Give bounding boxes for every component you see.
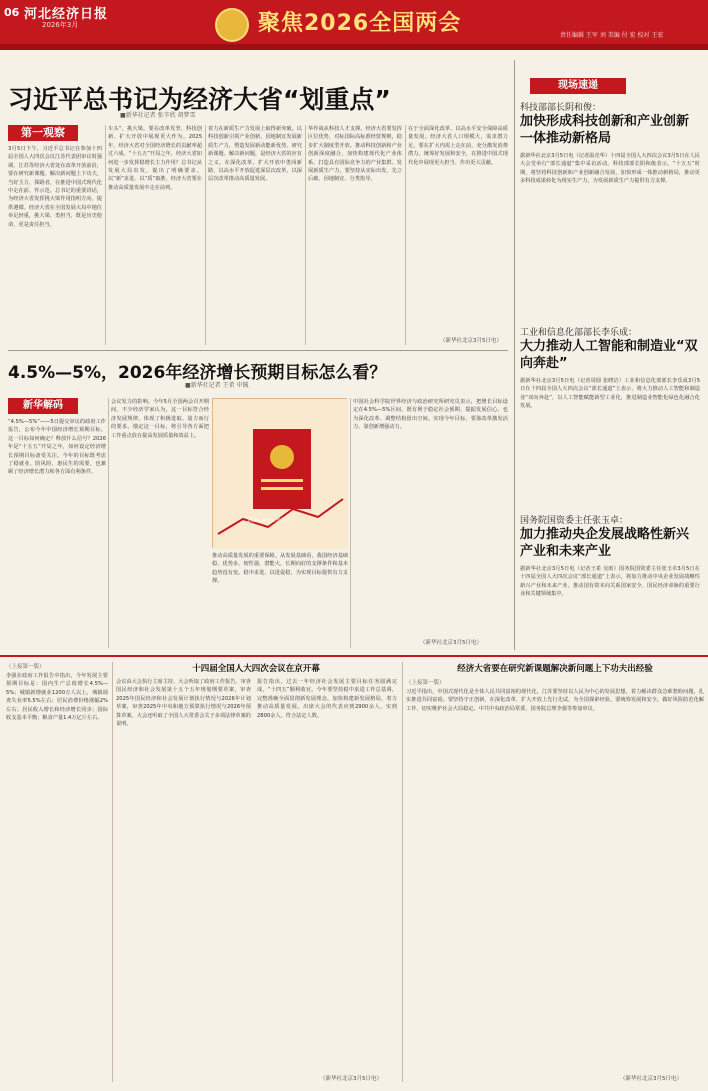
column-divider (205, 125, 206, 345)
column-divider (112, 662, 113, 1082)
illustration-caption: 2026 政府工作报告 (247, 518, 292, 524)
bottom-col-4-credit: （新华社北京3月5日电） (620, 1076, 682, 1082)
newspaper-name: 河北经济日报 (24, 7, 109, 22)
mid-byline: ■新华社记者 王希 申铖 (185, 382, 249, 389)
main-article-credit: （新华社北京3月5日电） (440, 338, 502, 344)
mid-article-col-2: 会议发力的影响。今年5月全国两会召开期间，不少经济学家认为，这一目标符合经济发展规律，体现了积极进取、量力而行的要求。锚定这一目标，将引导各方面把工作重点放在提高发展质量和效益上。 (111, 399, 209, 439)
page-header (0, 0, 708, 50)
report-illustration-graphic (213, 399, 348, 549)
sidebar-item-1-headline: 加快形成科技创新和产业创新一体推动新格局 (520, 114, 690, 146)
focus-banner-title: 聚焦2026全国两会 (258, 11, 462, 36)
page-number: 06 (4, 6, 20, 19)
report-illustration (212, 398, 347, 548)
mid-headline: 4.5%—5%，2026年经济增长预期目标怎么看？ (8, 363, 387, 383)
bottom-col-3-body: 报告指出，过去一年经济社会发展主要目标任务圆满完成，“十四五”顺利收官。今年要坚持稳中求进工作总基调，完整准确全面贯彻新发展理念，加快构建新发展格局，着力推动高质量发展。出席大会的代表应到2900余人，实到2800余人，符合法定人数。 (257, 679, 397, 719)
main-article-col-1: 3月5日下午，习近平总书记在参加十四届全国人大四次会议江苏代表团审议时强调，江苏等经济大省处在改革开放前沿，要在研究新课题、解决新问题上下功夫，当好主力、探路者，在推进中国式现代化中走在前、作示范。总书记的重要讲话，为经济大省发挥挑大梁作用指明方向、提供遵循。经济大省在全国发展大局中地位举足轻重，挑大梁、勇担当，既是历史使命，更是责任担当。 (8, 146, 102, 228)
main-byline: ■新华社记者 张辛欣 胡梦雪 (120, 112, 196, 119)
editors-credit: 责任编辑 王军 刘 美编 付 宏 校对 王宏 (560, 32, 664, 39)
sidebar-divider (514, 60, 515, 650)
sidebar-item-1-speaker: 科技部部长阴和俊： (520, 103, 602, 113)
main-article-col-3: 着力在新质生产力发展上取得新突破。以科技创新引领产业创新，因地制宜发展新质生产力，塑造发展新动能新优势。研究新课题、解决新问题，是经济大省的应有之义。在深化改革、扩大开放中勇闯新路，以高水平开放促进深层次改革，以深层次改革推动高质量发展。 (208, 126, 302, 183)
mid-article-credit: （新华社北京3月5日电） (420, 640, 482, 646)
sidebar-item-3-headline: 加力推动央企发展战略性新兴产业和未来产业 (520, 527, 690, 559)
column-divider (108, 398, 109, 648)
mid-article-col-1: “4.5%—5%”——5日提交审议的政府工作报告，公布今年中国经济增长预期目标。这一目标如何确定？释放什么信号？2026年是“十五五”开局之年，如何设定经济增长预期目标备受关注。今年的目标既考虑了稳就业、防风险、惠民生的需要，也兼顾了经济增长潜力和各方面有利条件。 (8, 419, 106, 476)
column-divider (350, 398, 351, 648)
sidebar-item-2-body: 据新华社北京3月5日电（记者周圆 张晓洁）工业和信息化部部长李乐成3月5日在十四届全国人大四次会议“部长通道”上表示，将大力推动人工智能和制造业“双向奔赴”，以人工智能赋能新型工业化，推进制造业智能化绿色化融合化发展。 (520, 378, 700, 410)
sidebar-item-2-headline: 大力推动人工智能和制造业“双向奔赴” (520, 339, 698, 371)
sidebar-label-on-site: 现场速递 (530, 78, 626, 94)
main-article-col-2: 车头”，挑大梁，要在改革攻坚、科技创新、扩大开放中展现更大作为。2025年，经济大省对全国经济增长的贡献率超过六成。“十五五”开局之年，经济大省如何进一步发挥稳增长主力作用？总书记从发展大局出发，提出了明确要求。以“新”求进、以“质”取胜，经济大省要在推动高质量发展中走在前列。 (108, 126, 202, 191)
bottom-col-1-body: 李强在政府工作报告中指出，今年发展主要预期目标是：国内生产总值增长4.5%—5%；城镇新增就业1200万人以上，城镇调查失业率5.5%左右；居民消费价格涨幅2%左右；居民收入增长和经济增长同步；国际收支基本平衡；粮食产量1.4万亿斤左右。 (6, 673, 108, 722)
bottom-col-1-tag: （上接第一版） (6, 664, 45, 670)
sidebar-item-2-speaker: 工业和信息化部部长李乐成： (520, 328, 638, 338)
bottom-col-4-headline: 经济大省要在研究新课题解决新问题上下功夫出经验 (457, 664, 653, 674)
main-article-col-5: 在于全面深化改革、以高水平安全保障高质量发展。经济大省人口规模大，需求潜力足，要在扩大内需上走在前，充分激发消费潜力。统筹好发展和安全，在推进中国式现代化中展现更大担当、作出更大贡献。 (408, 126, 508, 166)
column-divider (105, 125, 106, 345)
issue-date: 2026年3月 (42, 21, 79, 29)
emblem-icon (215, 8, 249, 42)
column-divider (305, 125, 306, 345)
bottom-col-3-credit: （新华社北京3月5日电） (320, 1076, 382, 1082)
main-headline: 习近平总书记为经济大省“划重点” (8, 85, 391, 114)
section-label-first-observation: 第一观察 (8, 125, 78, 141)
bottom-col-2-body: 会议由大会执行主席主持。大会听取了政府工作报告，审查国民经济和社会发展第十五个五年规划纲要草案，审查2025年国民经济和社会发展计划执行情况与2026年计划草案，审查2025年中央和地方预算执行情况与2026年预算草案。大会还听取了全国人大常委会关于多项法律草案的说明。 (116, 679, 251, 728)
bottom-section-divider (0, 655, 708, 657)
main-article-col-4: 华作战从科技人才支撑。经济大省要发挥区位优势，对标国际高标准经贸规则，稳步扩大制度型开放。推动科技创新和产业创新深度融合，加快构建现代化产业体系，打造具有国际竞争力的产业集群。发展新质生产力，要坚持从实际出发，先立后破、因地制宜、分类指导。 (308, 126, 402, 183)
section-label-xinhua-decode: 新华解码 (8, 398, 78, 414)
column-divider (402, 662, 403, 1082)
mid-article-col-3: 推动高质量发展的重要保障。从发展基础看，我国经济基础稳、优势多、韧性强、潜能大，长期向好的支撑条件和基本趋势没有变。稳中求进、以进促稳，为实现目标提供有力支撑。 (212, 553, 348, 585)
bottom-col-4-body: 习近平指出，中国式现代化是全体人民共同富裕的现代化。江苏要坚持以人民为中心的发展思想，着力解决群众急难愁盼问题，扎实推进共同富裕。要坚持守正创新，在深化改革、扩大开放上先行先试，为全国探索经验。要统筹发展和安全，做好风险防范化解工作，切实维护社会大局稳定。中共中央政治局常委、国务院总理李强等参加审议。 (406, 689, 704, 712)
sidebar-item-3-speaker: 国务院国资委主任张玉卓： (520, 516, 629, 526)
sidebar-item-1-body: 据新华社北京3月5日电（记者温竞华）十四届全国人大四次会议3月5日在人民大会堂举行“部长通道”集中采访活动。科技部部长阴和俊表示，“十五五”时期，将坚持科技创新和产业创新融合发展，加快形成一体推动新格局，推动更多科技成果转化为现实生产力，为发展新质生产力提供有力支撑。 (520, 153, 700, 185)
bottom-col-4-tag: （上接第一版） (406, 680, 445, 686)
bottom-col-2-headline: 十四届全国人大四次会议在京开幕 (192, 664, 320, 674)
sidebar-item-3-body: 据新华社北京3月5日电（记者王希 吴雨）国务院国资委主任张玉卓3月5日在十四届全国人大四次会议“部长通道”上表示，将加力推动中央企业发展战略性新兴产业和未来产业，推动国有资本向关系国家安全、国民经济命脉的重要行业和关键领域集中。 (520, 566, 700, 598)
section-divider (8, 350, 508, 351)
header-band (0, 44, 708, 50)
mid-article-col-4: 中国社会科学院世界经济与政治研究所研究员表示，把增长目标设定在4.5%—5%区间，既有利于稳定社会预期、提振发展信心，也为深化改革、调整结构留出空间。实现今年目标，要靠改革激发活力、靠创新增强动力。 (353, 399, 508, 431)
column-divider (405, 125, 406, 345)
